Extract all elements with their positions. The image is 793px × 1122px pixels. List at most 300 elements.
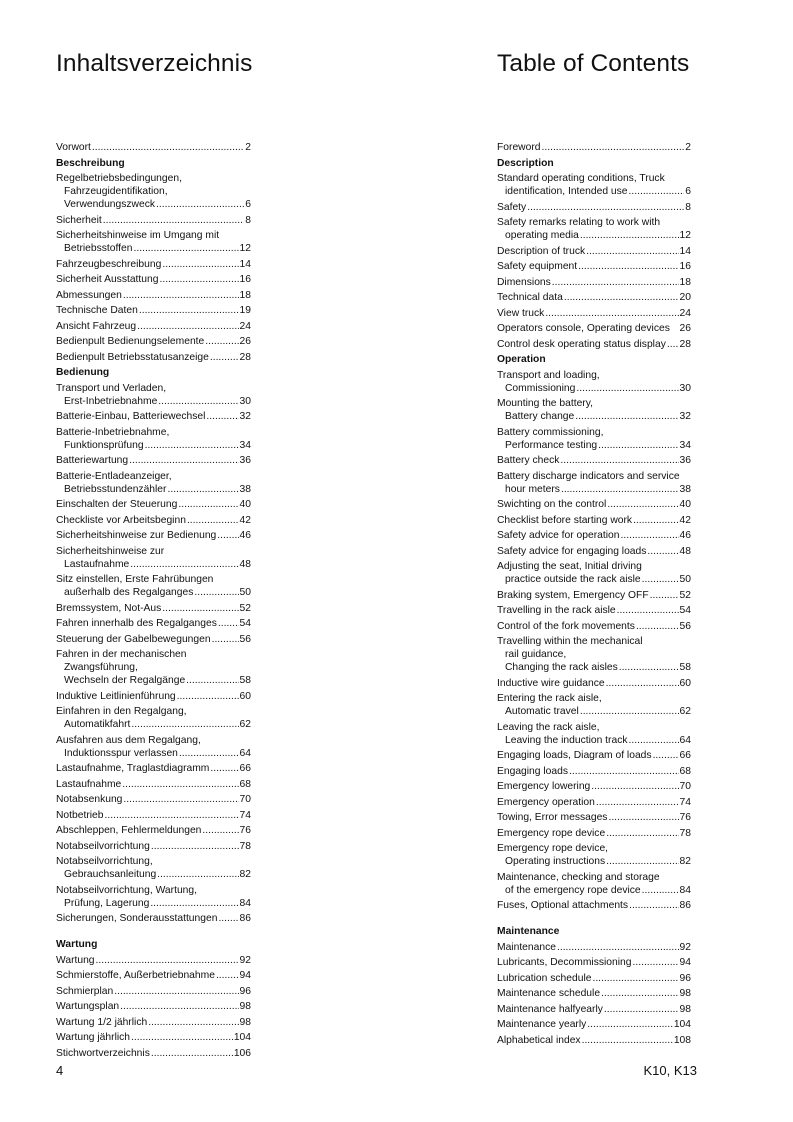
toc-page-number: 42 bbox=[679, 514, 691, 526]
toc-entry bbox=[56, 985, 251, 998]
toc-entry bbox=[497, 529, 691, 542]
toc-entry bbox=[56, 545, 251, 571]
toc-entry-label: Commissioning bbox=[505, 382, 576, 394]
toc-leader-dots bbox=[578, 260, 678, 273]
toc-entry-label: Batteriewartung bbox=[56, 455, 129, 466]
toc-entry-row bbox=[56, 674, 251, 687]
toc-entry-row bbox=[56, 258, 251, 271]
toc-entry bbox=[56, 229, 251, 255]
toc-page-number: 16 bbox=[679, 261, 691, 272]
toc-entry bbox=[56, 410, 251, 423]
toc-entry-label: Gebrauchsanleitung bbox=[64, 869, 157, 880]
toc-entry-row bbox=[497, 514, 691, 527]
toc-page-number: 84 bbox=[239, 897, 251, 909]
toc-leader-dots bbox=[158, 395, 238, 408]
toc-entry bbox=[56, 1031, 251, 1044]
toc-entry-row bbox=[497, 972, 691, 985]
toc-leader-dots bbox=[596, 796, 679, 809]
toc-entry-label: Schmierstoffe, Außerbetriebnahme bbox=[56, 970, 215, 981]
toc-entry bbox=[497, 498, 691, 511]
toc-entry-row bbox=[497, 677, 691, 690]
toc-page-number: 48 bbox=[679, 545, 691, 557]
toc-entry-label-line: Zwangsführung, bbox=[64, 662, 138, 673]
toc-entry bbox=[497, 749, 691, 762]
toc-entry-label-line: Travelling within the mechanical bbox=[497, 636, 643, 647]
toc-leader-dots bbox=[131, 1031, 233, 1044]
toc-page-number: 36 bbox=[239, 455, 251, 466]
toc-leader-dots bbox=[575, 410, 678, 423]
toc-entry-label: Lastaufnahme bbox=[64, 558, 130, 570]
toc-entry-row bbox=[497, 307, 691, 320]
toc-leader-dots bbox=[139, 304, 239, 317]
toc-leader-dots bbox=[206, 410, 238, 423]
toc-leader-dots bbox=[131, 718, 238, 731]
toc-entry bbox=[497, 454, 691, 467]
toc-page-number: 20 bbox=[679, 292, 691, 303]
toc-entry bbox=[56, 778, 251, 791]
toc-entry bbox=[56, 573, 251, 599]
toc-leader-dots bbox=[157, 868, 238, 881]
toc-page-number: 12 bbox=[679, 230, 691, 241]
toc-leader-dots bbox=[629, 734, 679, 747]
toc-page-number: 36 bbox=[679, 455, 691, 466]
toc-entry-label: Safety advice for engaging loads bbox=[497, 545, 647, 557]
toc-leader-dots bbox=[148, 1016, 238, 1029]
toc-entry-label: Performance testing bbox=[505, 439, 598, 451]
toc-leader-dots bbox=[608, 811, 678, 824]
toc-entry-label: Emergency lowering bbox=[497, 781, 591, 792]
toc-entry-row bbox=[497, 899, 691, 912]
toc-entry-label: Lastaufnahme bbox=[56, 778, 122, 790]
toc-leader-dots bbox=[129, 454, 238, 467]
toc-entry-label: Emergency operation bbox=[497, 796, 595, 808]
toc-section-heading: Beschreibung bbox=[56, 157, 125, 169]
toc-entry-row bbox=[497, 705, 691, 718]
toc-entry bbox=[56, 648, 251, 687]
toc-entry-row bbox=[497, 811, 691, 824]
toc-leader-dots bbox=[187, 514, 239, 527]
toc-entry-row bbox=[56, 558, 251, 571]
toc-page-number: 76 bbox=[239, 825, 251, 836]
toc-entry bbox=[56, 426, 251, 452]
toc-entry bbox=[497, 291, 691, 304]
toc-entry-label: Safety bbox=[497, 201, 527, 213]
toc-entry-row bbox=[56, 1000, 251, 1013]
toc-entry-label: Towing, Error messages bbox=[497, 812, 608, 823]
toc-page-number: 16 bbox=[239, 274, 251, 285]
toc-entry-row bbox=[56, 617, 251, 630]
toc-entry-label: Batterie-Einbau, Batteriewechsel bbox=[56, 411, 206, 422]
toc-page-number: 98 bbox=[679, 1003, 691, 1015]
toc-entry-label-line: Sicherheitshinweise zur bbox=[56, 545, 165, 557]
toc-page-number: 66 bbox=[239, 763, 251, 774]
toc-page-number: 78 bbox=[239, 840, 251, 852]
toc-leader-dots bbox=[582, 1034, 673, 1047]
toc-entry-row bbox=[56, 304, 251, 317]
toc-entry-label-line: Battery discharge indicators and service bbox=[497, 470, 680, 482]
toc-entry-label: Alphabetical index bbox=[497, 1034, 581, 1046]
toc-title-de: Inhaltsverzeichnis bbox=[56, 50, 253, 77]
toc-entry-label: Changing the rack aisles bbox=[505, 662, 618, 673]
toc-leader-dots bbox=[601, 987, 678, 1000]
toc-entry-label-line: Transport und Verladen, bbox=[56, 382, 167, 394]
toc-page-number: 86 bbox=[679, 900, 691, 911]
toc-entry-label: Abmessungen bbox=[56, 289, 122, 301]
toc-page-number: 24 bbox=[239, 320, 251, 332]
toc-page-number: 2 bbox=[245, 142, 251, 153]
toc-page-number: 18 bbox=[239, 289, 251, 301]
toc-page-number: 28 bbox=[679, 338, 691, 350]
toc-leader-dots bbox=[633, 956, 679, 969]
toc-entry-row bbox=[497, 276, 691, 289]
toc-entry-label: of the emergency rope device bbox=[505, 884, 641, 896]
toc-entry bbox=[56, 1000, 251, 1013]
toc-entry bbox=[56, 470, 251, 496]
toc-list-en bbox=[497, 141, 691, 1049]
toc-entry-row bbox=[56, 778, 251, 791]
toc-entry bbox=[497, 972, 691, 985]
toc-leader-dots bbox=[576, 382, 678, 395]
toc-leader-dots bbox=[96, 954, 239, 967]
toc-entry-row bbox=[56, 897, 251, 910]
toc-entry-row bbox=[56, 214, 251, 227]
toc-entry-label: Prüfung, Lagerung bbox=[64, 897, 150, 909]
toc-entry-row bbox=[497, 382, 691, 395]
toc-page-number: 106 bbox=[233, 1047, 251, 1059]
toc-entry-row bbox=[56, 586, 251, 599]
toc-entry bbox=[497, 899, 691, 912]
toc-entry-label: Dimensions bbox=[497, 276, 551, 288]
toc-leader-dots bbox=[636, 620, 679, 633]
toc-entry-row bbox=[56, 514, 251, 527]
toc-page-number: 68 bbox=[239, 778, 251, 790]
toc-leader-dots bbox=[527, 201, 684, 214]
toc-entry-row bbox=[56, 747, 251, 760]
toc-entry bbox=[497, 692, 691, 718]
toc-page-number: 50 bbox=[679, 574, 691, 585]
toc-page-number: 42 bbox=[239, 514, 251, 526]
toc-entry-label: Lubrication schedule bbox=[497, 972, 592, 984]
toc-entry-label-line: Adjusting the seat, Initial driving bbox=[497, 561, 642, 572]
toc-leader-dots bbox=[564, 291, 679, 304]
toc-leader-dots bbox=[591, 780, 678, 793]
toc-page-number: 74 bbox=[239, 809, 251, 821]
toc-leader-dots bbox=[560, 454, 678, 467]
toc-entry-row bbox=[56, 809, 251, 822]
toc-entry bbox=[497, 811, 691, 824]
toc-leader-dots bbox=[123, 289, 239, 302]
toc-entry-row bbox=[56, 198, 251, 211]
toc-entry-row bbox=[56, 454, 251, 467]
toc-entry-row bbox=[497, 780, 691, 793]
toc-leader-dots bbox=[606, 855, 678, 868]
toc-entry-label: Maintenance schedule bbox=[497, 988, 601, 999]
toc-entry-row bbox=[56, 690, 251, 703]
toc-entry-label: Abschleppen, Fehlermeldungen bbox=[56, 825, 202, 836]
toc-page-number: 82 bbox=[239, 869, 251, 880]
toc-entry-label: Lubricants, Decommissioning bbox=[497, 957, 632, 968]
toc-entry-row bbox=[56, 633, 251, 646]
toc-entry bbox=[497, 677, 691, 690]
toc-entry bbox=[497, 780, 691, 793]
toc-entry-label-line: Notabseilvorrichtung, Wartung, bbox=[56, 884, 197, 896]
toc-entry-row bbox=[497, 454, 691, 467]
toc-page-number: 98 bbox=[679, 988, 691, 999]
toc-entry bbox=[497, 1034, 691, 1047]
toc-leader-dots bbox=[186, 674, 238, 687]
toc-page-number: 26 bbox=[239, 336, 251, 347]
toc-entry-row bbox=[56, 141, 251, 154]
toc-leader-dots bbox=[162, 602, 238, 615]
toc-entry bbox=[497, 426, 691, 452]
toc-page-number: 92 bbox=[239, 954, 251, 966]
toc-entry-row bbox=[56, 242, 251, 255]
toc-entry-label: View truck bbox=[497, 307, 545, 319]
toc-entry-row bbox=[497, 661, 691, 674]
toc-entry-row bbox=[56, 840, 251, 853]
toc-entry-row bbox=[497, 796, 691, 809]
toc-leader-dots bbox=[629, 185, 685, 198]
toc-page-number: 46 bbox=[679, 530, 691, 541]
toc-entry-label: Technical data bbox=[497, 292, 563, 303]
toc-page-number: 56 bbox=[239, 633, 251, 645]
toc-page-number: 34 bbox=[239, 439, 251, 451]
toc-entry-row bbox=[56, 954, 251, 967]
toc-page-number: 32 bbox=[239, 411, 251, 422]
toc-leader-dots bbox=[120, 1000, 238, 1013]
toc-page-number: 96 bbox=[679, 972, 691, 984]
toc-leader-dots bbox=[151, 1047, 233, 1060]
toc-entry-label: Safety equipment bbox=[497, 261, 578, 272]
toc-leader-dots bbox=[114, 985, 238, 998]
toc-entry bbox=[56, 304, 251, 317]
toc-entry bbox=[56, 824, 251, 837]
toc-entry-label: Sicherheitshinweise zur Bedienung bbox=[56, 530, 217, 541]
toc-entry-label-line: Entering the rack aisle, bbox=[497, 693, 602, 704]
toc-entry bbox=[56, 382, 251, 408]
toc-entry-row bbox=[497, 1018, 691, 1031]
toc-leader-dots bbox=[633, 514, 678, 527]
toc-entry-row bbox=[497, 765, 691, 778]
toc-leader-dots bbox=[569, 765, 679, 778]
toc-entry bbox=[497, 338, 691, 351]
toc-leader-dots bbox=[145, 439, 239, 452]
toc-entry-label: operating media bbox=[505, 230, 579, 241]
toc-page-number: 8 bbox=[245, 214, 251, 226]
toc-page-number: 64 bbox=[239, 747, 251, 759]
toc-entry bbox=[497, 635, 691, 674]
toc-leader-dots bbox=[210, 351, 239, 364]
toc-page-number: 40 bbox=[239, 499, 251, 510]
toc-page-number: 104 bbox=[673, 1019, 691, 1030]
toc-entry-label: Operators console, Operating devices bbox=[497, 323, 670, 334]
toc-entry-label: Verwendungszweck bbox=[64, 199, 156, 210]
toc-entry bbox=[56, 912, 251, 925]
toc-page-number: 68 bbox=[679, 765, 691, 777]
toc-page-number: 62 bbox=[239, 719, 251, 730]
toc-leader-dots bbox=[217, 529, 238, 542]
toc-leader-dots bbox=[545, 307, 678, 320]
toc-entry-label: Technische Daten bbox=[56, 305, 138, 316]
toc-entry-row bbox=[56, 824, 251, 837]
toc-entry-label: Schmierplan bbox=[56, 985, 114, 997]
toc-entry-label: Automatic travel bbox=[505, 706, 579, 717]
toc-entry-row bbox=[56, 320, 251, 333]
toc-entry-row bbox=[56, 395, 251, 408]
toc-entry-label: Foreword bbox=[497, 142, 541, 153]
toc-page-number: 28 bbox=[239, 351, 251, 363]
toc-leader-dots bbox=[586, 245, 678, 258]
toc-entry-label: identification, Intended use bbox=[505, 186, 628, 197]
toc-entry bbox=[56, 617, 251, 630]
toc-leader-dots bbox=[629, 899, 678, 912]
toc-page-number: 104 bbox=[233, 1032, 251, 1043]
toc-entry bbox=[497, 397, 691, 423]
toc-entry bbox=[56, 273, 251, 286]
toc-section-heading: Operation bbox=[497, 354, 546, 365]
toc-entry-label-line: Fahrzeugidentifikation, bbox=[64, 186, 168, 197]
toc-leader-dots bbox=[178, 498, 238, 511]
toc-entry-label: Safety advice for operation bbox=[497, 530, 620, 541]
toc-leader-dots bbox=[105, 809, 239, 822]
toc-entry bbox=[497, 827, 691, 840]
toc-page-number: 70 bbox=[679, 781, 691, 792]
toc-entry-label: Notabsenkung bbox=[56, 794, 123, 805]
toc-page-number: 48 bbox=[239, 558, 251, 570]
toc-leader-dots bbox=[592, 972, 678, 985]
toc-entry bbox=[497, 141, 691, 154]
toc-entry bbox=[56, 633, 251, 646]
toc-leader-dots bbox=[194, 586, 238, 599]
toc-entry bbox=[56, 762, 251, 775]
toc-entry bbox=[56, 214, 251, 227]
toc-entry-label: practice outside the rack aisle bbox=[505, 574, 641, 585]
toc-entry bbox=[497, 620, 691, 633]
toc-entry-row bbox=[497, 956, 691, 969]
toc-entry-label: Fuses, Optional attachments bbox=[497, 900, 629, 911]
toc-entry-label: außerhalb des Regalganges bbox=[64, 587, 194, 598]
toc-page-number: 60 bbox=[239, 690, 251, 702]
toc-leader-dots bbox=[218, 912, 238, 925]
toc-page-number: 38 bbox=[679, 483, 691, 495]
toc-entry-label: Stichwortverzeichnis bbox=[56, 1047, 150, 1059]
toc-page-number: 82 bbox=[679, 856, 691, 867]
toc-entry bbox=[497, 765, 691, 778]
toc-leader-dots bbox=[621, 529, 679, 542]
toc-entry-label: Bedienpult Betriebsstatusanzeige bbox=[56, 351, 209, 363]
toc-section-heading: Bedienung bbox=[56, 367, 110, 378]
toc-page-number: 76 bbox=[679, 812, 691, 823]
toc-page-number: 98 bbox=[239, 1001, 251, 1012]
toc-entry bbox=[497, 721, 691, 747]
toc-leader-dots bbox=[202, 824, 238, 837]
toc-entry-label: Einschalten der Steuerung bbox=[56, 499, 178, 510]
toc-leader-dots bbox=[205, 335, 238, 348]
toc-entry-row bbox=[497, 855, 691, 868]
toc-page-number: 108 bbox=[673, 1034, 691, 1046]
toc-entry-row bbox=[56, 351, 251, 364]
toc-entry-label: Bremssystem, Not-Aus bbox=[56, 602, 162, 614]
toc-entry-row bbox=[497, 439, 691, 452]
toc-title-en: Table of Contents bbox=[497, 50, 690, 77]
toc-entry bbox=[497, 871, 691, 897]
toc-entry-label: Inductive wire guidance bbox=[497, 677, 605, 689]
toc-entry bbox=[56, 514, 251, 527]
toc-page-number: 92 bbox=[679, 941, 691, 953]
toc-entry-label: Braking system, Emergency OFF bbox=[497, 589, 649, 601]
toc-page-number: 60 bbox=[679, 677, 691, 689]
toc-section-heading: Maintenance bbox=[497, 926, 560, 937]
toc-entry-label: Erst-Inbetriebnahme bbox=[64, 395, 158, 407]
toc-page-number: 62 bbox=[679, 706, 691, 717]
toc-entry-label: Engaging loads, Diagram of loads bbox=[497, 750, 652, 761]
toc-entry bbox=[56, 793, 251, 806]
toc-leader-dots bbox=[137, 320, 238, 333]
toc-entry bbox=[56, 351, 251, 364]
toc-entry-label-line: Batterie-Inbetriebnahme, bbox=[56, 426, 170, 438]
page-number: 4 bbox=[56, 1063, 64, 1078]
toc-entry-row bbox=[497, 987, 691, 1000]
toc-leader-dots bbox=[92, 141, 244, 154]
toc-entry-label: hour meters bbox=[505, 483, 560, 495]
toc-entry-row bbox=[497, 827, 691, 840]
toc-entry-row bbox=[56, 410, 251, 423]
toc-entry-label: Wartung bbox=[56, 954, 95, 966]
toc-page-number: 6 bbox=[685, 186, 691, 197]
toc-entry bbox=[497, 842, 691, 868]
toc-page-number: 12 bbox=[239, 243, 251, 254]
toc-leader-dots bbox=[162, 258, 238, 271]
toc-entry-label-line: Leaving the rack aisle, bbox=[497, 721, 600, 733]
toc-entry-row bbox=[56, 483, 251, 496]
toc-page-number: 14 bbox=[679, 245, 691, 257]
toc-entry-row bbox=[497, 734, 691, 747]
toc-entry-label-line: Einfahren in den Regalgang, bbox=[56, 706, 187, 717]
toc-entry bbox=[497, 276, 691, 289]
toc-leader-dots bbox=[134, 242, 239, 255]
toc-page-number: 19 bbox=[239, 305, 251, 316]
toc-entry bbox=[497, 560, 691, 586]
toc-entry-row bbox=[56, 969, 251, 982]
toc-entry bbox=[56, 855, 251, 881]
toc-entry-label: Funktionsprüfung bbox=[64, 439, 144, 451]
toc-entry-label: Notbetrieb bbox=[56, 809, 104, 821]
toc-leader-dots bbox=[177, 690, 239, 703]
toc-entry bbox=[56, 454, 251, 467]
toc-entry bbox=[497, 260, 691, 273]
toc-entry-label: Maintenance yearly bbox=[497, 1019, 587, 1030]
toc-page-number: 34 bbox=[679, 439, 691, 451]
toc-entry-row bbox=[497, 589, 691, 602]
toc-leader-dots bbox=[606, 827, 678, 840]
toc-entry-row bbox=[497, 185, 691, 198]
toc-entry-row bbox=[56, 718, 251, 731]
toc-page-number: 32 bbox=[679, 411, 691, 422]
toc-entry bbox=[497, 1018, 691, 1031]
toc-leader-dots bbox=[642, 573, 679, 586]
toc-page-number: 64 bbox=[679, 734, 691, 746]
toc-leader-dots bbox=[212, 633, 239, 646]
toc-leader-dots bbox=[216, 969, 239, 982]
toc-entry-row bbox=[56, 912, 251, 925]
toc-page-number: 18 bbox=[679, 276, 691, 288]
toc-entry-label: Wartung jährlich bbox=[56, 1032, 131, 1043]
toc-page-number: 50 bbox=[239, 587, 251, 598]
toc-entry-row bbox=[497, 410, 691, 423]
toc-entry bbox=[56, 1047, 251, 1060]
toc-entry bbox=[56, 529, 251, 542]
toc-entry-row bbox=[56, 602, 251, 615]
